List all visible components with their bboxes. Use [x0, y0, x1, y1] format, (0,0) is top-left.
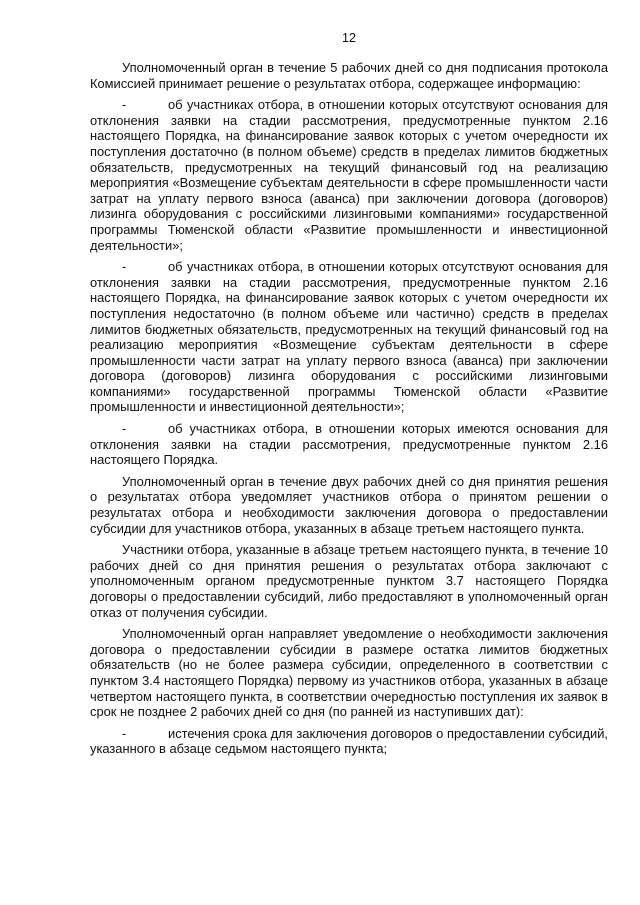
- paragraph: Уполномоченный орган направляет уведомление о необходимости заключения договора о предоставлении субсидии в размере остатка лимитов бюджетных обязательств (но не более размера субсидии, определенного в соответствии с пунктом 3.4 настоящего Порядка) первому из участников отбора, указанных в абзаце четвертом настоящего пункта, в соответствии очередностью поступления их заявок в срок не позднее 2 рабочих дней со дня (по ранней из наступивших дат):: [90, 626, 608, 720]
- document-body: [90, 60, 608, 757]
- list-item-text: об участниках отбора, в отношении которых отсутствуют основания для отклонения заявки на стадии рассмотрения, предусмотренные пунктом 2.16 настоящего Порядка, на финансирование заявок которых с учетом очередности их поступления достаточно (в полном объеме) средств в пределах лимитов бюджетных обязательств, предусмотренных на текущий финансовый год на реализацию мероприятия «Возмещение субъектам деятельности в сфере промышленности части затрат на уплату первого взноса (аванса) при заключении договора (договоров) лизинга оборудования с российскими лизинговыми компаниями» государственной программы Тюменской области «Развитие промышленности и инвестиционной деятельности»;: [90, 97, 608, 253]
- list-item: [90, 421, 608, 468]
- paragraph: Уполномоченный орган в течение 5 рабочих дней со дня подписания протокола Комиссией принимает решение о результатах отбора, содержащее информацию:: [90, 60, 608, 91]
- list-dash: -: [122, 725, 127, 741]
- list-item-text: об участниках отбора, в отношении которых отсутствуют основания для отклонения заявки на стадии рассмотрения, предусмотренные пунктом 2.16 настоящего Порядка, на финансирование заявок которых с учетом очередности их поступления недостаточно (в полном объеме или частично) средств в пределах лимитов бюджетных обязательств, предусмотренных на текущий финансовый год на реализацию мероприятия «Возмещение субъектам деятельности в сфере промышленности части затрат на уплату первого взноса (аванса) при заключении договора (договоров) лизинга оборудования с российскими лизинговыми компаниями» государственной программы Тюменской области «Развитие промышленности и инвестиционной деятельности»;: [90, 259, 608, 415]
- list-item: [90, 259, 608, 415]
- list-dash: -: [122, 97, 127, 113]
- list-dash: -: [122, 421, 127, 437]
- list-item: [90, 97, 608, 253]
- page-number: 12: [342, 31, 356, 45]
- list-item-text: об участниках отбора, в отношении которых имеются основания для отклонения заявки на стадии рассмотрения, предусмотренные пунктом 2.16 настоящего Порядка.: [90, 421, 608, 468]
- paragraph: Уполномоченный орган в течение двух рабочих дней со дня принятия решения о результатах отбора уведомляет участников отбора о принятом решении о результатах отбора и необходимости заключения договора о предоставлении субсидии для участников отбора, указанных в абзаце третьем настоящего пункта.: [90, 473, 608, 536]
- list-item: [90, 726, 608, 757]
- list-item-text: истечения срока для заключения договоров о предоставлении субсидий, указанного в абзаце седьмом настоящего пункта;: [90, 725, 608, 757]
- paragraph: Участники отбора, указанные в абзаце третьем настоящего пункта, в течение 10 рабочих дней со дня принятия решения о результатах отбора заключают с уполномоченным органом предусмотренные пунктом 3.7 настоящего Порядка договоры о предоставлении субсидий, либо предоставляют в уполномоченный орган отказ от получения субсидии.: [90, 542, 608, 620]
- list-dash: -: [122, 259, 127, 275]
